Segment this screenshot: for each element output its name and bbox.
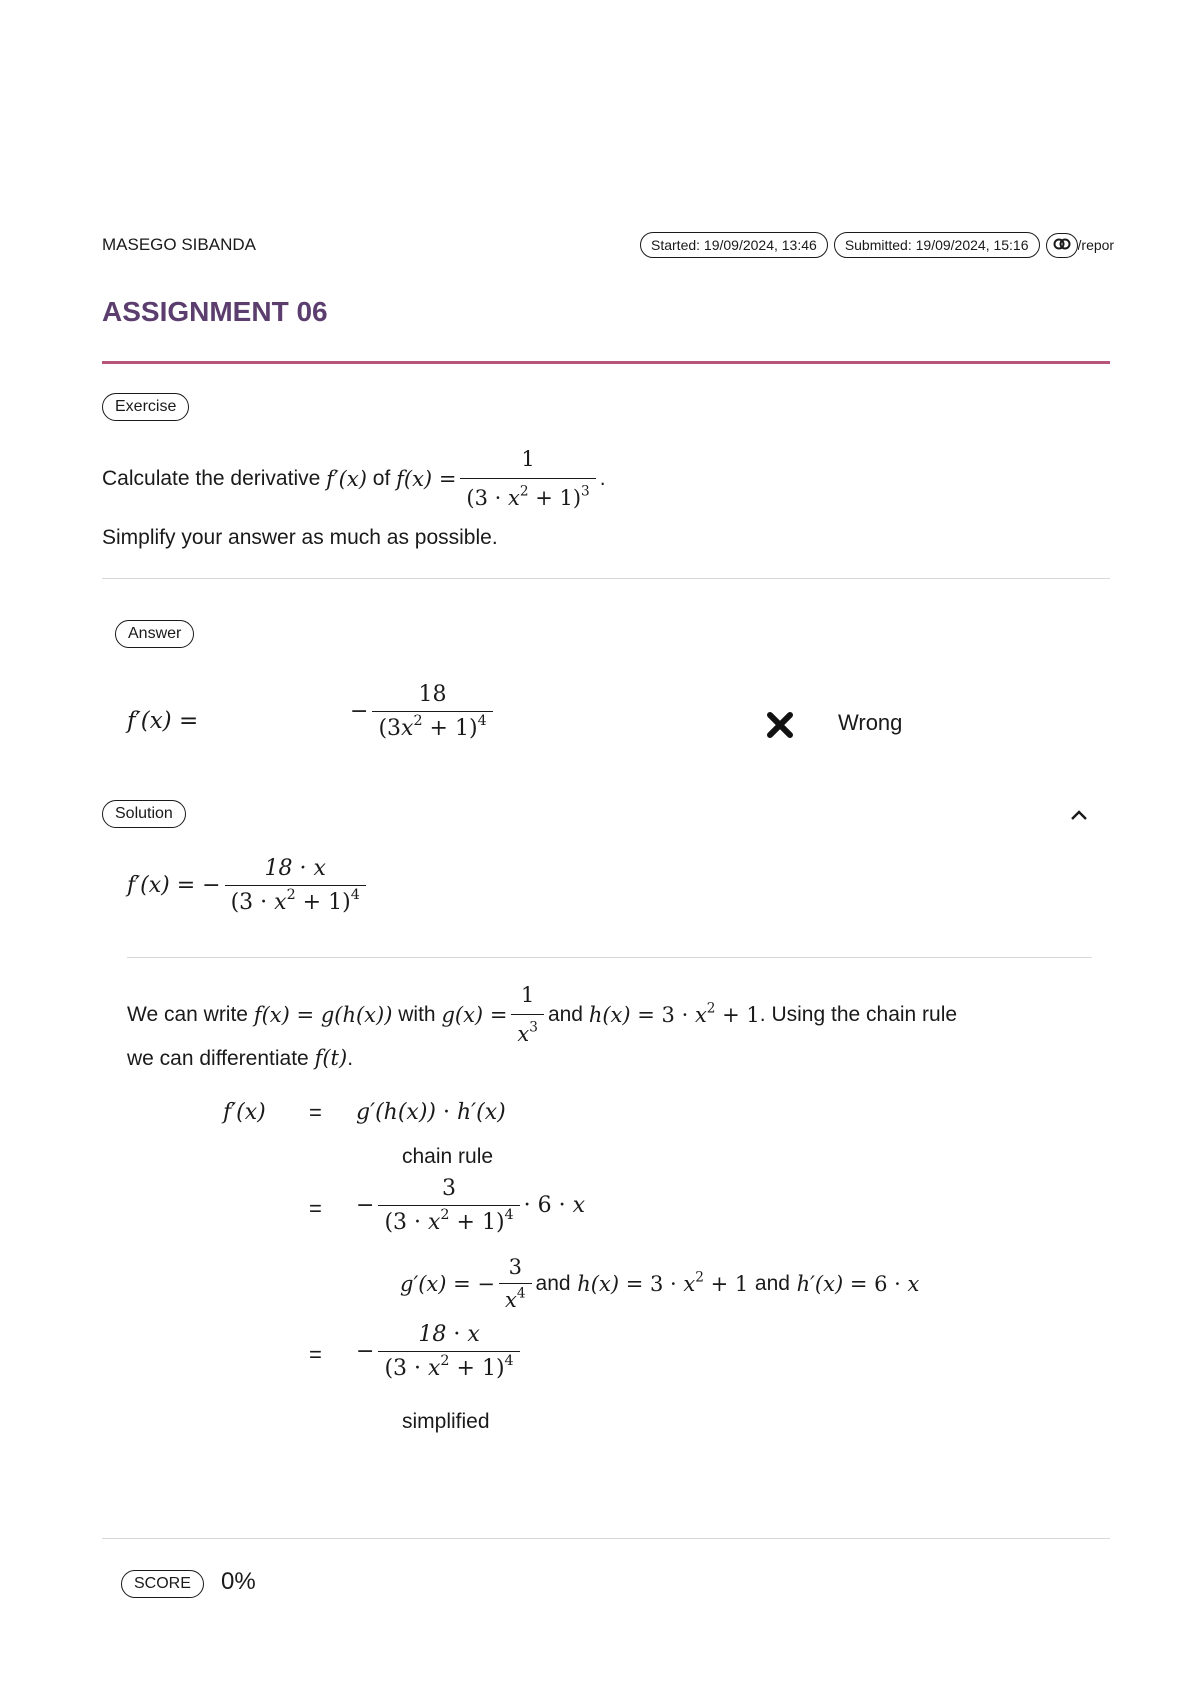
- solution-intro: We can write f(x) = g(h(x)) with g(x) = $\frac{1}{x^3}$ and $h(x) = 3 \cdot x^2 + 1$ . Using the chain rule: [127, 983, 958, 1046]
- page-title: ASSIGNMENT 06: [102, 296, 328, 327]
- final-numerator: 18 · x: [264, 856, 326, 881]
- step2-and2: and: [754, 1271, 790, 1295]
- step1-label: chain rule: [402, 1145, 494, 1168]
- answer-tag: Answer: [115, 620, 194, 648]
- intro-with: with: [398, 1002, 436, 1026]
- score-value: 0%: [221, 1568, 256, 1595]
- answer-frac: $\frac{18}{(3x^2 + 1)^4}$: [372, 682, 492, 741]
- submitted-badge: Submitted: 19/09/2024, 15:16: [834, 232, 1040, 258]
- report-icon[interactable]: [1046, 233, 1078, 258]
- step2-note: g′(x) = − $\frac{3}{x^4}$ and $h(x) = 3 \cdot x^2 + 1$ and h′(x) = 6 · x: [400, 1255, 920, 1312]
- chevron-up-icon[interactable]: [1068, 804, 1090, 831]
- exercise-tag: Exercise: [102, 393, 189, 421]
- solution-divider: [127, 957, 1092, 958]
- step1-rhs: g′(h(x)) · h′(x): [356, 1100, 506, 1125]
- prompt-prefix: Calculate the derivative: [102, 466, 321, 490]
- exercise-instruction: Simplify your answer as much as possible.: [102, 526, 498, 549]
- math-fprime: f′(x): [326, 466, 367, 491]
- student-name: MASEGO SIBANDA: [102, 235, 256, 254]
- step3-rhs: − $\frac{18 \cdot x}{(3 \cdot x^2 + 1)^4}$: [356, 1322, 524, 1381]
- step2-rhs: − $\frac{3}{(3 \cdot x^2 + 1)^4}$ · 6 · x: [356, 1176, 586, 1235]
- step1-lhs: f′(x): [223, 1100, 266, 1125]
- score-tag: SCORE: [121, 1570, 204, 1598]
- solution-intro-2: we can differentiate f(t).: [127, 1046, 354, 1070]
- answer-expression: − $\frac{18}{(3x^2 + 1)^4}$: [350, 682, 497, 741]
- link-icon: [1053, 236, 1071, 252]
- divider: [102, 578, 1110, 579]
- header-meta: [640, 232, 1118, 258]
- answer-lhs: f′(x) =: [127, 708, 199, 734]
- started-badge: Started: 19/09/2024, 13:46: [640, 232, 828, 258]
- intro-text-2: we can differentiate: [127, 1047, 309, 1070]
- math-f-def: f(x) =: [396, 466, 457, 491]
- answer-status: Wrong: [838, 710, 903, 735]
- solution-tag: Solution: [102, 800, 186, 828]
- score-divider: [102, 1538, 1110, 1539]
- step3-eq: =: [309, 1342, 322, 1367]
- step2-and1: and: [535, 1271, 571, 1295]
- answer-numerator: 18: [418, 682, 447, 707]
- report-link[interactable]: /repor: [1077, 237, 1115, 253]
- solution-final-frac: $\frac{18 \cdot x}{(3 \cdot x^2 + 1)^4}$: [225, 856, 366, 915]
- exercise-prompt: Calculate the derivative f′(x) of f(x) = $\frac{1}{(3 \cdot x^2 + 1)^3}$ .: [102, 444, 606, 513]
- math-f-frac: $\frac{1}{(3 \cdot x^2 + 1)^3}$: [460, 444, 595, 513]
- step3-label: simplified: [402, 1410, 490, 1433]
- cross-icon: [766, 711, 794, 744]
- intro-and: and: [547, 1002, 583, 1026]
- intro-text-1: We can write: [127, 1002, 248, 1026]
- intro-chain: Using the chain rule: [771, 1002, 958, 1026]
- step1-eq: =: [309, 1100, 322, 1125]
- prompt-of: of: [372, 466, 391, 490]
- title-rule: [102, 361, 1110, 364]
- step2-eq: =: [309, 1196, 322, 1221]
- solution-final: f′(x) = − $\frac{18 \cdot x}{(3 \cdot x^2 + 1)^4}$: [127, 856, 370, 915]
